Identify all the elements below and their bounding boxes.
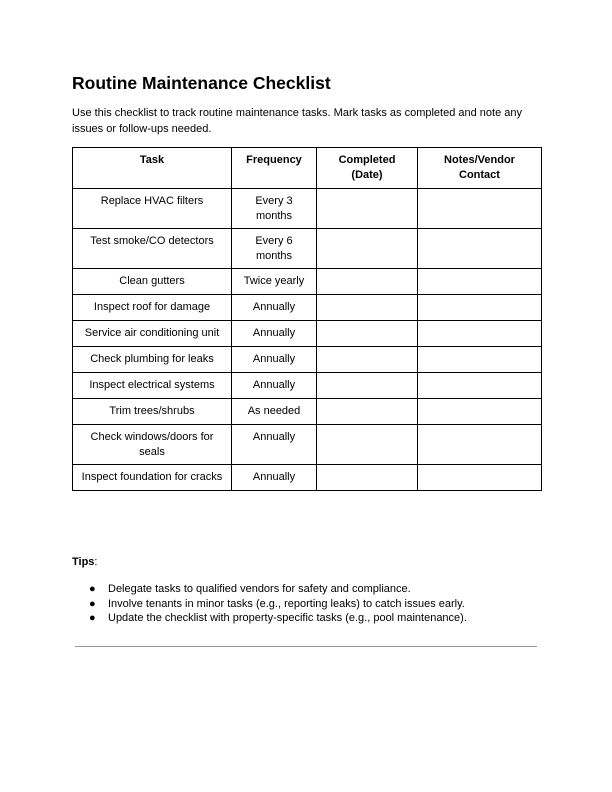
tips-label: Tips: [72, 556, 95, 568]
task-cell: Inspect roof for damage: [73, 295, 232, 321]
tip-text: Involve tenants in minor tasks (e.g., reporting leaks) to catch issues early.: [108, 597, 465, 610]
maintenance-table: [72, 147, 542, 491]
table-row: [73, 229, 542, 269]
notes-cell[interactable]: [418, 425, 542, 465]
list-item: [72, 597, 467, 612]
intro-text: Use this checklist to track routine maintenance tasks. Mark tasks as completed and note any issues or follow-ups needed.: [72, 107, 522, 135]
table-row: [73, 425, 542, 465]
notes-cell[interactable]: [418, 321, 542, 347]
table-row: [73, 269, 542, 295]
notes-cell[interactable]: [418, 189, 542, 229]
completed-cell[interactable]: [317, 269, 418, 295]
header-task: Task: [73, 148, 232, 189]
notes-cell[interactable]: [418, 399, 542, 425]
table-row: [73, 373, 542, 399]
horizontal-divider: [75, 646, 537, 647]
frequency-cell: Every 6 months: [232, 229, 317, 269]
task-cell: Replace HVAC filters: [73, 189, 232, 229]
completed-cell[interactable]: [317, 229, 418, 269]
table-row: [73, 321, 542, 347]
table-header-row: [73, 148, 542, 189]
frequency-cell: Twice yearly: [232, 269, 317, 295]
task-cell: Inspect foundation for cracks: [73, 465, 232, 491]
table-row: [73, 295, 542, 321]
completed-cell[interactable]: [317, 399, 418, 425]
task-cell: Clean gutters: [73, 269, 232, 295]
table-row: [73, 465, 542, 491]
task-cell: Service air conditioning unit: [73, 321, 232, 347]
tip-text: Delegate tasks to qualified vendors for safety and compliance.: [108, 583, 411, 595]
task-cell: Inspect electrical systems: [73, 373, 232, 399]
list-item: [72, 582, 467, 597]
notes-cell[interactable]: [418, 295, 542, 321]
task-cell: Check plumbing for leaks: [73, 347, 232, 373]
header-notes: Notes/Vendor Contact: [418, 148, 542, 189]
header-frequency: Frequency: [232, 148, 317, 189]
frequency-cell: Annually: [232, 425, 317, 465]
completed-cell[interactable]: [317, 321, 418, 347]
page-title: Routine Maintenance Checklist: [72, 73, 331, 93]
notes-cell[interactable]: [418, 269, 542, 295]
completed-cell[interactable]: [317, 373, 418, 399]
list-item: [72, 611, 467, 626]
notes-cell[interactable]: [418, 373, 542, 399]
frequency-cell: Annually: [232, 295, 317, 321]
bullet-icon: ●: [89, 597, 96, 610]
frequency-cell: Annually: [232, 465, 317, 491]
notes-cell[interactable]: [418, 229, 542, 269]
bullet-icon: ●: [89, 612, 96, 624]
completed-cell[interactable]: [317, 465, 418, 491]
frequency-cell: Annually: [232, 321, 317, 347]
tips-list: [72, 582, 467, 626]
header-completed: Completed (Date): [317, 148, 418, 189]
frequency-cell: As needed: [232, 399, 317, 425]
task-cell: Check windows/doors for seals: [73, 425, 232, 465]
completed-cell[interactable]: [317, 295, 418, 321]
tip-text: Update the checklist with property-specific tasks (e.g., pool maintenance).: [108, 612, 467, 624]
tips-colon: :: [94, 556, 98, 568]
task-cell: Test smoke/CO detectors: [73, 229, 232, 269]
task-cell: Trim trees/shrubs: [73, 399, 232, 425]
frequency-cell: Every 3 months: [232, 189, 317, 229]
bullet-icon: ●: [89, 583, 96, 595]
table-row: [73, 347, 542, 373]
completed-cell[interactable]: [317, 347, 418, 373]
tips-heading: [72, 555, 97, 570]
frequency-cell: Annually: [232, 347, 317, 373]
notes-cell[interactable]: [418, 465, 542, 491]
frequency-cell: Annually: [232, 373, 317, 399]
completed-cell[interactable]: [317, 189, 418, 229]
table-row: [73, 399, 542, 425]
notes-cell[interactable]: [418, 347, 542, 373]
table-row: [73, 189, 542, 229]
completed-cell[interactable]: [317, 425, 418, 465]
